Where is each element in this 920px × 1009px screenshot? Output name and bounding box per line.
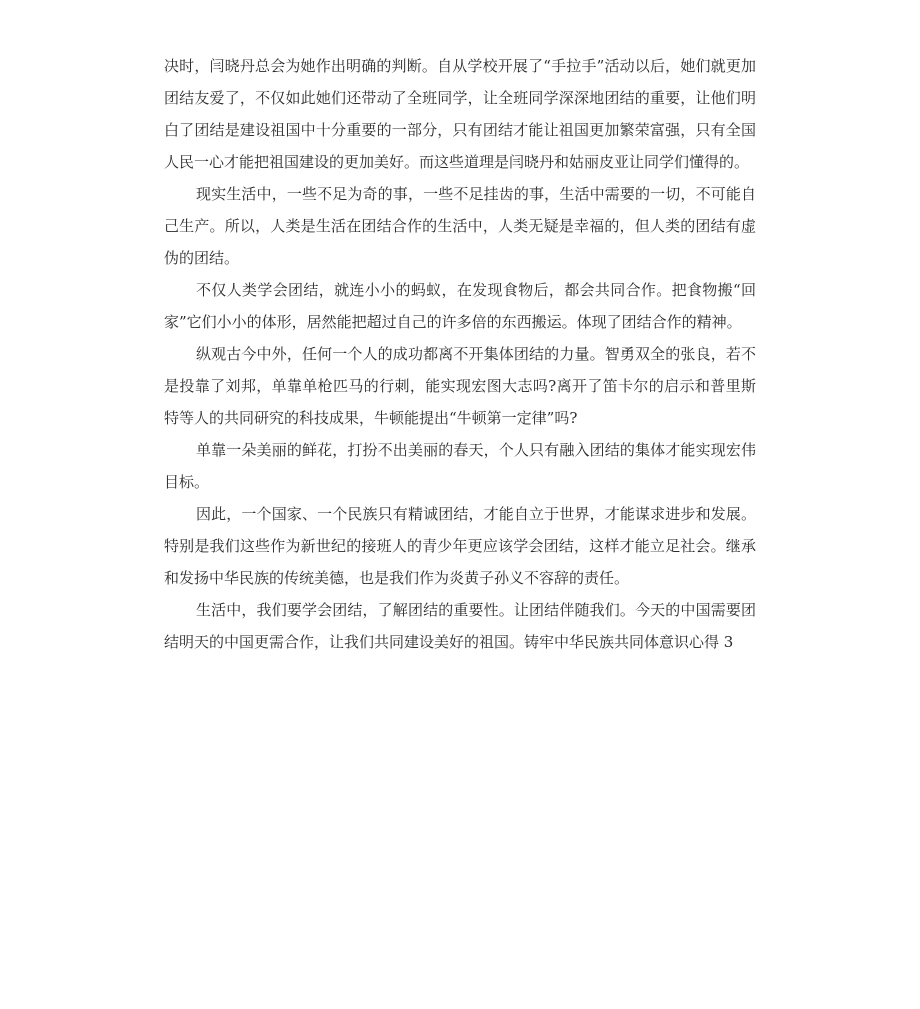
paragraph-2: 现实生活中，一些不足为奇的事，一些不足挂齿的事，生活中需要的一切，不可能自己生产。所以，人类是生活在团结合作的生活中，人类无疑是幸福的，但人类的团结有虚伪的团结。 [164,185,756,267]
document-page [164,50,756,658]
paragraph-6: 因此，一个国家、一个民族只有精诚团结，才能自立于世界，才能谋求进步和发展。特别是我们这些作为新世纪的接班人的青少年更应该学会团结，这样才能立足社会。继承和发扬中华民族的传统美德，也是我们作为炎黄子孙义不容辞的责任。 [164,505,756,587]
paragraph-5: 单靠一朵美丽的鲜花，打扮不出美丽的春天，个人只有融入团结的集体才能实现宏伟目标。 [164,441,756,491]
paragraph-3: 不仅人类学会团结，就连小小的蚂蚁，在发现食物后，都会共同合作。把食物搬“回家”它们小小的体形，居然能把超过自己的许多倍的东西搬运。体现了团结合作的精神。 [164,281,756,331]
paragraph-7: 生活中，我们要学会团结，了解团结的重要性。让团结伴随我们。今天的中国需要团结明天的中国更需合作，让我们共同建设美好的祖国。铸牢中华民族共同体意识心得 3 [164,601,756,651]
paragraph-1: 决时，闫晓丹总会为她作出明确的判断。自从学校开展了“手拉手”活动以后，她们就更加团结友爱了，不仅如此她们还带动了全班同学，让全班同学深深地团结的重要，让他们明白了团结是建设祖国中十分重要的一部分，只有团结才能让祖国更加繁荣富强，只有全国人民一心才能把祖国建设的更加美好。而这些道理是闫晓丹和姑丽皮亚让同学们懂得的。 [164,57,756,171]
paragraph-4: 纵观古今中外，任何一个人的成功都离不开集体团结的力量。智勇双全的张良，若不是投靠了刘邦，单靠单枪匹马的行刺，能实现宏图大志吗?离开了笛卡尔的启示和普里斯特等人的共同研究的科技成果，牛顿能提出“牛顿第一定律”吗? [164,345,756,427]
